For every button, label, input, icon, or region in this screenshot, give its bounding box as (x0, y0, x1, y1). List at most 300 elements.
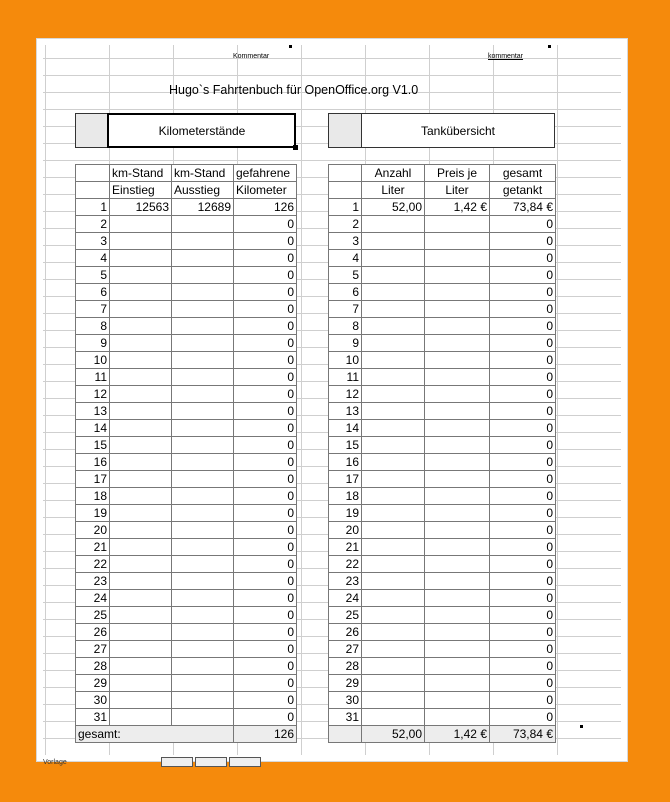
km-distance-cell[interactable]: 0 (234, 505, 297, 522)
km-distance-cell[interactable]: 0 (234, 573, 297, 590)
tank-total-liters[interactable]: 52,00 (362, 726, 425, 743)
km-start-cell[interactable] (110, 403, 172, 420)
km-table (75, 164, 297, 743)
tank-total-cell[interactable]: 0 (490, 539, 556, 556)
tank-liters-cell[interactable] (362, 386, 425, 403)
tank-table-row (329, 692, 556, 709)
km-distance-cell[interactable]: 0 (234, 658, 297, 675)
km-end-cell[interactable] (172, 216, 234, 233)
tank-price-cell[interactable] (425, 709, 490, 726)
tank-liters-cell[interactable] (362, 454, 425, 471)
km-start-cell[interactable] (110, 420, 172, 437)
document-frame (36, 38, 628, 766)
tank-corner-cell (329, 165, 362, 182)
tank-row-number: 3 (329, 233, 362, 250)
tank-price-cell[interactable] (425, 573, 490, 590)
km-start-cell[interactable] (110, 488, 172, 505)
tank-price-cell[interactable] (425, 658, 490, 675)
km-start-cell[interactable] (110, 556, 172, 573)
km-start-cell[interactable] (110, 437, 172, 454)
km-end-cell[interactable] (172, 505, 234, 522)
tank-liters-cell[interactable] (362, 624, 425, 641)
sheet-tabs (161, 757, 261, 767)
tank-liters-cell[interactable]: 52,00 (362, 199, 425, 216)
km-header-blank-cell (76, 114, 109, 147)
km-start-cell[interactable] (110, 352, 172, 369)
km-end-cell[interactable] (172, 250, 234, 267)
tank-table-row (329, 352, 556, 369)
tank-total-cell[interactable]: 0 (490, 607, 556, 624)
km-distance-cell[interactable]: 0 (234, 284, 297, 301)
km-end-cell[interactable] (172, 556, 234, 573)
tank-table-row (329, 505, 556, 522)
tank-price-cell[interactable] (425, 692, 490, 709)
km-distance-cell[interactable]: 0 (234, 420, 297, 437)
tank-price-cell[interactable] (425, 539, 490, 556)
km-distance-cell[interactable]: 0 (234, 437, 297, 454)
tank-total-cell[interactable]: 0 (490, 216, 556, 233)
tank-total-cell[interactable]: 0 (490, 403, 556, 420)
km-row-number: 24 (76, 590, 110, 607)
km-table-row (76, 386, 297, 403)
tank-col-total-line1: gesamt (490, 165, 556, 182)
km-table-row (76, 454, 297, 471)
km-end-cell[interactable] (172, 471, 234, 488)
tank-liters-cell[interactable] (362, 403, 425, 420)
tank-table-row (329, 216, 556, 233)
km-row-number: 29 (76, 675, 110, 692)
km-table-row (76, 692, 297, 709)
km-end-cell[interactable] (172, 301, 234, 318)
km-start-cell[interactable]: 12563 (110, 199, 172, 216)
tank-total-cell[interactable]: 73,84 € (490, 199, 556, 216)
km-row-number: 28 (76, 658, 110, 675)
km-row-number: 23 (76, 573, 110, 590)
tank-total-cell[interactable]: 0 (490, 267, 556, 284)
km-table-row (76, 522, 297, 539)
tank-total-cell[interactable]: 0 (490, 709, 556, 726)
tank-price-cell[interactable] (425, 250, 490, 267)
tank-total-price[interactable]: 1,42 € (425, 726, 490, 743)
tank-row-number: 23 (329, 573, 362, 590)
km-distance-cell[interactable]: 0 (234, 369, 297, 386)
km-distance-cell[interactable]: 0 (234, 590, 297, 607)
km-header-row-1 (76, 165, 297, 182)
tank-price-cell[interactable] (425, 369, 490, 386)
tank-liters-cell[interactable] (362, 505, 425, 522)
km-end-cell[interactable] (172, 454, 234, 471)
km-start-cell[interactable] (110, 233, 172, 250)
tank-price-cell[interactable] (425, 318, 490, 335)
tank-row-number: 26 (329, 624, 362, 641)
km-col-end-line2: Ausstieg (172, 182, 234, 199)
km-distance-cell[interactable]: 0 (234, 335, 297, 352)
km-end-cell[interactable] (172, 369, 234, 386)
km-table-row (76, 267, 297, 284)
tank-total-cell[interactable]: 0 (490, 488, 556, 505)
km-end-cell[interactable] (172, 352, 234, 369)
tank-header-row-1 (329, 165, 556, 182)
tank-total-cell[interactable]: 0 (490, 284, 556, 301)
tank-liters-cell[interactable] (362, 522, 425, 539)
tank-table-row (329, 658, 556, 675)
km-table-row (76, 488, 297, 505)
km-table-row (76, 556, 297, 573)
tank-row-number: 1 (329, 199, 362, 216)
km-end-cell[interactable] (172, 386, 234, 403)
km-start-cell[interactable] (110, 590, 172, 607)
km-end-cell[interactable] (172, 522, 234, 539)
tank-table-row (329, 250, 556, 267)
tank-row-number: 16 (329, 454, 362, 471)
km-distance-cell[interactable]: 0 (234, 488, 297, 505)
km-corner-cell (76, 165, 110, 182)
tank-liters-cell[interactable] (362, 539, 425, 556)
comment-left: Kommentar (233, 53, 270, 60)
km-end-cell[interactable] (172, 233, 234, 250)
km-row-number: 8 (76, 318, 110, 335)
km-row-number: 5 (76, 267, 110, 284)
km-start-cell[interactable] (110, 624, 172, 641)
tank-total-cell[interactable]: 0 (490, 352, 556, 369)
km-distance-cell[interactable]: 0 (234, 675, 297, 692)
tank-total-cell[interactable]: 0 (490, 471, 556, 488)
tank-liters-cell[interactable] (362, 709, 425, 726)
tank-total-sum[interactable]: 73,84 € (490, 726, 556, 743)
km-row-number: 31 (76, 709, 110, 726)
km-start-cell[interactable] (110, 573, 172, 590)
km-distance-cell[interactable]: 0 (234, 539, 297, 556)
km-table-row (76, 675, 297, 692)
tank-row-number: 24 (329, 590, 362, 607)
tank-price-cell[interactable] (425, 522, 490, 539)
km-end-cell[interactable] (172, 607, 234, 624)
tank-price-cell[interactable] (425, 505, 490, 522)
km-distance-cell[interactable]: 0 (234, 522, 297, 539)
tank-table-row (329, 709, 556, 726)
km-start-cell[interactable] (110, 386, 172, 403)
km-distance-cell[interactable]: 0 (234, 250, 297, 267)
tank-liters-cell[interactable] (362, 301, 425, 318)
tank-header-row-2 (329, 182, 556, 199)
km-distance-cell[interactable]: 0 (234, 641, 297, 658)
km-col-start-line2: Einstieg (110, 182, 172, 199)
tank-total-cell[interactable]: 0 (490, 573, 556, 590)
tank-price-cell[interactable] (425, 675, 490, 692)
tank-total-cell[interactable]: 0 (490, 624, 556, 641)
tank-total-cell[interactable]: 0 (490, 233, 556, 250)
tank-price-cell[interactable] (425, 267, 490, 284)
km-row-number: 20 (76, 522, 110, 539)
km-row-number: 3 (76, 233, 110, 250)
km-end-cell[interactable] (172, 641, 234, 658)
km-start-cell[interactable] (110, 692, 172, 709)
km-table-row (76, 624, 297, 641)
tank-price-cell[interactable] (425, 471, 490, 488)
km-table-row (76, 607, 297, 624)
km-distance-cell[interactable]: 0 (234, 692, 297, 709)
tank-liters-cell[interactable] (362, 488, 425, 505)
tank-total-cell[interactable]: 0 (490, 522, 556, 539)
km-total-label: gesamt: (76, 726, 234, 743)
km-end-cell[interactable] (172, 335, 234, 352)
tank-table-row (329, 573, 556, 590)
km-start-cell[interactable] (110, 301, 172, 318)
sheet-tab-2[interactable] (195, 757, 227, 767)
km-table-row (76, 403, 297, 420)
tank-price-cell[interactable] (425, 233, 490, 250)
tank-liters-cell[interactable] (362, 335, 425, 352)
km-start-cell[interactable] (110, 658, 172, 675)
km-distance-cell[interactable]: 0 (234, 624, 297, 641)
tank-total-cell[interactable]: 0 (490, 675, 556, 692)
km-table-row (76, 437, 297, 454)
tank-price-cell[interactable] (425, 335, 490, 352)
tank-liters-cell[interactable] (362, 590, 425, 607)
km-distance-cell[interactable]: 0 (234, 556, 297, 573)
tank-total-cell[interactable]: 0 (490, 250, 556, 267)
tank-total-cell[interactable]: 0 (490, 658, 556, 675)
tank-price-cell[interactable] (425, 284, 490, 301)
tank-row-number: 10 (329, 352, 362, 369)
sheet-tab-1[interactable] (161, 757, 193, 767)
km-row-number: 22 (76, 556, 110, 573)
tank-liters-cell[interactable] (362, 471, 425, 488)
km-start-cell[interactable] (110, 216, 172, 233)
tank-total-cell[interactable]: 0 (490, 335, 556, 352)
km-start-cell[interactable] (110, 454, 172, 471)
km-table-row (76, 284, 297, 301)
tank-liters-cell[interactable] (362, 318, 425, 335)
tank-price-cell[interactable] (425, 641, 490, 658)
tank-col-liters-line2: Liter (362, 182, 425, 199)
tank-col-price-line1: Preis je (425, 165, 490, 182)
tank-table-row (329, 233, 556, 250)
km-start-cell[interactable] (110, 471, 172, 488)
tank-table-row (329, 284, 556, 301)
km-total-value[interactable]: 126 (234, 726, 297, 743)
tank-total-cell[interactable]: 0 (490, 437, 556, 454)
km-row-number: 26 (76, 624, 110, 641)
km-distance-cell[interactable]: 0 (234, 454, 297, 471)
sheet-tab-3[interactable] (229, 757, 261, 767)
km-distance-cell[interactable]: 0 (234, 301, 297, 318)
km-row-number: 16 (76, 454, 110, 471)
km-start-cell[interactable] (110, 505, 172, 522)
tank-table-row (329, 335, 556, 352)
tank-liters-cell[interactable] (362, 420, 425, 437)
km-end-cell[interactable] (172, 318, 234, 335)
km-distance-cell[interactable]: 0 (234, 607, 297, 624)
tank-liters-cell[interactable] (362, 267, 425, 284)
tank-liters-cell[interactable] (362, 284, 425, 301)
tank-total-cell[interactable]: 0 (490, 420, 556, 437)
tank-price-cell[interactable] (425, 488, 490, 505)
tank-total-cell[interactable]: 0 (490, 505, 556, 522)
km-start-cell[interactable] (110, 709, 172, 726)
tank-col-total-line2: getankt (490, 182, 556, 199)
km-header-row-2 (76, 182, 297, 199)
tank-total-cell[interactable]: 0 (490, 692, 556, 709)
km-distance-cell[interactable]: 0 (234, 318, 297, 335)
km-end-cell[interactable] (172, 692, 234, 709)
tank-row-number: 30 (329, 692, 362, 709)
km-start-cell[interactable] (110, 641, 172, 658)
km-start-cell[interactable] (110, 250, 172, 267)
tank-total-cell[interactable]: 0 (490, 641, 556, 658)
km-distance-cell[interactable]: 0 (234, 403, 297, 420)
tank-table-row (329, 301, 556, 318)
tank-total-cell[interactable]: 0 (490, 301, 556, 318)
tank-total-cell[interactable]: 0 (490, 590, 556, 607)
km-distance-cell[interactable]: 0 (234, 216, 297, 233)
km-start-cell[interactable] (110, 607, 172, 624)
tank-liters-cell[interactable] (362, 352, 425, 369)
tank-row-number: 25 (329, 607, 362, 624)
tank-table-row (329, 624, 556, 641)
km-distance-cell[interactable]: 0 (234, 471, 297, 488)
km-table-row (76, 301, 297, 318)
tank-total-cell[interactable]: 0 (490, 454, 556, 471)
tank-liters-cell[interactable] (362, 641, 425, 658)
tank-price-cell[interactable] (425, 216, 490, 233)
km-row-number: 6 (76, 284, 110, 301)
km-end-cell[interactable] (172, 267, 234, 284)
tank-price-cell[interactable] (425, 420, 490, 437)
tank-total-cell[interactable]: 0 (490, 369, 556, 386)
tank-total-cell[interactable]: 0 (490, 556, 556, 573)
km-end-cell[interactable] (172, 590, 234, 607)
page-title: Hugo`s Fahrtenbuch für OpenOffice.org V1.0 (169, 83, 419, 97)
km-table-row (76, 590, 297, 607)
tank-price-cell[interactable] (425, 403, 490, 420)
tank-row-number: 9 (329, 335, 362, 352)
km-start-cell[interactable] (110, 267, 172, 284)
tank-liters-cell[interactable] (362, 437, 425, 454)
km-start-cell[interactable] (110, 369, 172, 386)
tank-liters-cell[interactable] (362, 369, 425, 386)
tank-price-cell[interactable] (425, 556, 490, 573)
km-start-cell[interactable] (110, 522, 172, 539)
fill-handle[interactable] (293, 145, 298, 150)
tank-table-row (329, 522, 556, 539)
km-start-cell[interactable] (110, 284, 172, 301)
km-end-cell[interactable] (172, 488, 234, 505)
tank-liters-cell[interactable] (362, 692, 425, 709)
comment-marker-right (548, 45, 551, 48)
km-end-cell[interactable] (172, 403, 234, 420)
km-distance-cell[interactable]: 0 (234, 709, 297, 726)
tank-total-cell[interactable]: 0 (490, 386, 556, 403)
tank-row-number: 8 (329, 318, 362, 335)
km-start-cell[interactable] (110, 675, 172, 692)
tank-table-row (329, 454, 556, 471)
km-header-label: Kilometerstände (158, 123, 246, 138)
km-table-row (76, 369, 297, 386)
km-col-dist-line2: Kilometer (234, 182, 297, 199)
tank-table (328, 164, 556, 743)
km-table-row (76, 216, 297, 233)
tank-header-blank-cell (329, 114, 362, 147)
tank-row-number: 2 (329, 216, 362, 233)
tank-liters-cell[interactable] (362, 675, 425, 692)
tank-table-row (329, 267, 556, 284)
tank-row-number: 14 (329, 420, 362, 437)
tank-liters-cell[interactable] (362, 658, 425, 675)
tank-price-cell[interactable] (425, 454, 490, 471)
tank-liters-cell[interactable] (362, 556, 425, 573)
tank-total-row (329, 726, 556, 743)
km-distance-cell[interactable]: 0 (234, 386, 297, 403)
km-distance-cell[interactable]: 0 (234, 352, 297, 369)
km-distance-cell[interactable]: 0 (234, 233, 297, 250)
km-corner-cell-2 (76, 182, 110, 199)
tank-table-row (329, 607, 556, 624)
tank-total-cell[interactable]: 0 (490, 318, 556, 335)
tank-liters-cell[interactable] (362, 250, 425, 267)
tank-price-cell[interactable] (425, 301, 490, 318)
tank-row-number: 15 (329, 437, 362, 454)
km-end-cell[interactable] (172, 284, 234, 301)
km-distance-cell[interactable]: 0 (234, 267, 297, 284)
km-distance-cell[interactable]: 126 (234, 199, 297, 216)
tank-liters-cell[interactable] (362, 216, 425, 233)
tank-row-number: 28 (329, 658, 362, 675)
km-row-number: 25 (76, 607, 110, 624)
tank-price-cell[interactable] (425, 386, 490, 403)
tank-col-price-line2: Liter (425, 182, 490, 199)
km-row-number: 12 (76, 386, 110, 403)
tank-header-label: Tankübersicht (420, 123, 496, 138)
km-start-cell[interactable] (110, 318, 172, 335)
km-row-number: 14 (76, 420, 110, 437)
km-col-dist-line1: gefahrene (234, 165, 297, 182)
km-end-cell[interactable] (172, 624, 234, 641)
km-end-cell[interactable] (172, 675, 234, 692)
tank-price-cell[interactable] (425, 607, 490, 624)
tank-table-row (329, 369, 556, 386)
tank-price-cell[interactable]: 1,42 € (425, 199, 490, 216)
km-end-cell[interactable] (172, 573, 234, 590)
tank-total-blank (329, 726, 362, 743)
tank-price-cell[interactable] (425, 352, 490, 369)
tank-liters-cell[interactable] (362, 573, 425, 590)
selected-cell-outline[interactable] (107, 113, 296, 148)
tank-liters-cell[interactable] (362, 233, 425, 250)
km-table-row (76, 199, 297, 216)
km-table-row (76, 641, 297, 658)
km-end-cell[interactable] (172, 437, 234, 454)
tank-liters-cell[interactable] (362, 607, 425, 624)
km-end-cell[interactable] (172, 658, 234, 675)
km-end-cell[interactable] (172, 420, 234, 437)
tank-price-cell[interactable] (425, 624, 490, 641)
km-end-cell[interactable] (172, 709, 234, 726)
comment-marker-bottom (580, 725, 583, 728)
tank-row-number: 22 (329, 556, 362, 573)
km-start-cell[interactable] (110, 335, 172, 352)
km-row-number: 7 (76, 301, 110, 318)
km-end-cell[interactable] (172, 539, 234, 556)
spreadsheet-sheet (43, 45, 621, 766)
tank-price-cell[interactable] (425, 590, 490, 607)
tank-table-row (329, 318, 556, 335)
km-start-cell[interactable] (110, 539, 172, 556)
km-end-cell[interactable]: 12689 (172, 199, 234, 216)
tank-price-cell[interactable] (425, 437, 490, 454)
km-table-row (76, 335, 297, 352)
sheet-tab-label[interactable]: Vorlage (43, 759, 67, 766)
